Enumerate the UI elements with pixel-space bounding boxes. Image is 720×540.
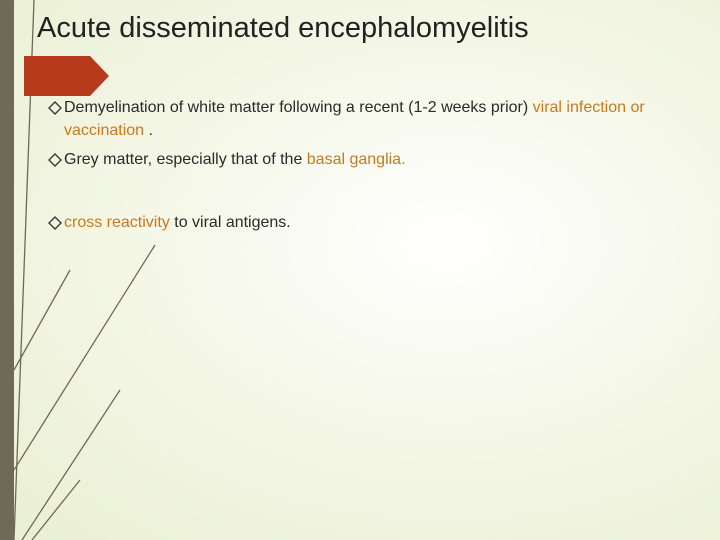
bullet-text-1: Demyelination of white matter following a recent (1-2 weeks prior) viral infection or vaccination . xyxy=(64,99,645,139)
bullet-text-2: Grey matter, especially that of the basal ganglia. xyxy=(64,151,406,168)
diamond-outline-icon xyxy=(48,153,62,167)
bullet-text-3: cross reactivity to viral antigens. xyxy=(64,214,291,231)
diamond-outline-icon xyxy=(48,101,62,115)
diamond-outline-icon xyxy=(48,216,62,230)
slide-title: Acute disseminated encephalomyelitis xyxy=(37,12,529,44)
accent-tab xyxy=(24,56,109,96)
